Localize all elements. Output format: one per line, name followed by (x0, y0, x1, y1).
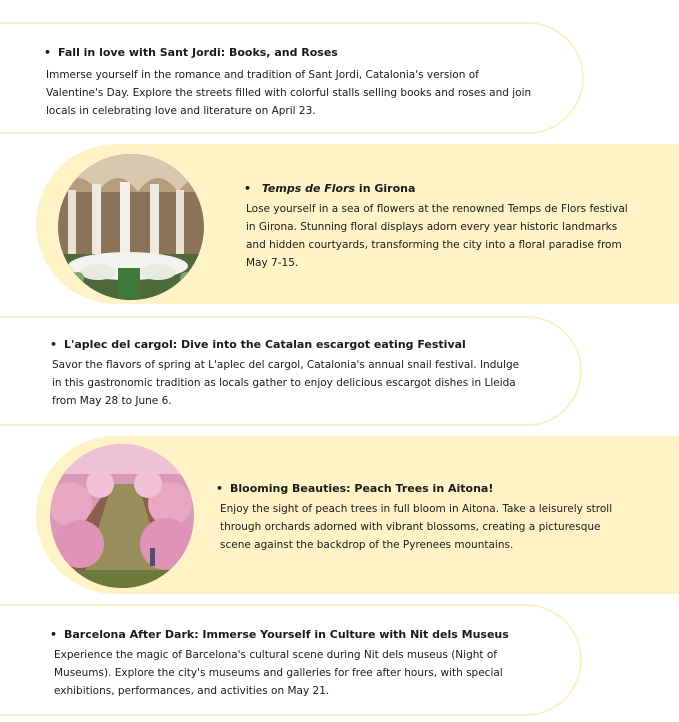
event-title: • L'aplec del cargol: Dive into the Catalan escargot eating Festival (50, 338, 466, 352)
event-description: Lose yourself in a sea of flowers at the renowned Temps de Flors festival in Girona. Stunning floral displays adorn every year historic landmarks and hidden courtyards, transforming the city into a floral paradise from May 7-15. (246, 203, 628, 269)
event-title: • Barcelona After Dark: Immerse Yourself in Culture with Nit dels Museus (50, 628, 509, 642)
event-description: Enjoy the sight of peach trees in full bloom in Aitona. Take a leisurely stroll through orchards adorned with vibrant blossoms, creating a picturesque scene against the backdrop of the Pyrenees mountains. (220, 503, 613, 551)
event-description: Savor the flavors of spring at L'aplec del cargol, Catalonia's annual snail festival. Indulge in this gastronomic tradition as locals gather to enjoy delicious escargot dishes in Lleida from May 28 to June 6. (52, 359, 520, 407)
event-card-nit-dels-museus (0, 604, 582, 716)
event-title-italic: Temps de Flors (261, 182, 356, 195)
event-title: • Blooming Beauties: Peach Trees in Aitona! (216, 482, 493, 496)
cloister-flowers-photo (58, 154, 204, 300)
event-description: Immerse yourself in the romance and tradition of Sant Jordi, Catalonia's version of Valentine's Day. Explore the streets filled with colorful stalls selling books and roses and join locals in celebrating love and literature on April 23. (46, 69, 532, 117)
event-card-temps-de-flors (36, 144, 679, 304)
event-card-aplec-del-cargol (0, 316, 582, 426)
event-card-peach-trees (36, 436, 679, 594)
event-title (244, 182, 415, 196)
event-title: • Fall in love with Sant Jordi: Books, and Roses (44, 46, 338, 60)
event-card-sant-jordi (0, 22, 584, 134)
event-description: Experience the magic of Barcelona's cultural scene during Nit dels museus (Night of Museums). Explore the city's museums and galleries for free after hours, with special exhibitions, performances, and activities on May 21. (54, 649, 503, 697)
event-title-rest: in Girona (355, 182, 416, 195)
peach-orchard-photo (50, 444, 194, 588)
